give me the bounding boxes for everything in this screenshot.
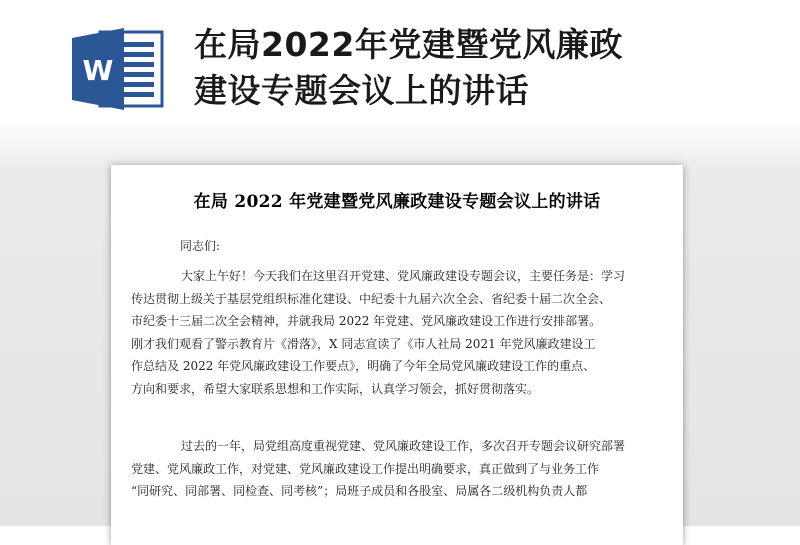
text-line: 作总结及 2022 年党风廉政建设工作要点》，明确了今年全局党风廉政建设工作的重点、: [131, 359, 596, 373]
salutation: 同志们:: [180, 239, 221, 253]
text-line: 过去的一年，局党组高度重视党建、党风廉政建设工作，多次召开专题会议研究部署: [181, 439, 626, 453]
word-document-icon: [72, 28, 164, 110]
text-line: 方向和要求，希望大家联系思想和工作实际，认真学习领会，抓好贯彻落实。: [131, 381, 540, 396]
header-title-line: 在局2022年党建暨党风廉政: [194, 25, 623, 64]
text-line: 市纪委十三届二次全会精神，并就我局 2022 年党建、党风廉政建设工作进行安排部署。: [131, 314, 602, 328]
text-line: 党建、党风廉政工作，对党建、党风廉政建设工作提出明确要求，真正做到了与业务工作: [131, 461, 600, 476]
text-line: 刚才我们观看了警示教育片《滑落》，X 同志宣读了《市人社局 2021 年党风廉政建设工: [131, 336, 596, 351]
document-page: [111, 165, 683, 545]
header-title-line: 建设专题会议上的讲话: [194, 71, 529, 110]
text-line: “同研究、同部署、同检查、同考核”；局班子成员和各股室、局属各二级机构负责人都: [131, 484, 588, 498]
paragraph-2: [131, 435, 667, 503]
header: [0, 0, 800, 140]
document-title: 在局 2022 年党建暨党风廉政建设专题会议上的讲话: [193, 192, 601, 212]
paragraph-1: [131, 265, 667, 400]
word-icon-letter: W: [82, 54, 114, 87]
header-title: [194, 22, 754, 114]
salutation-paragraph: [131, 235, 667, 258]
text-line: 传达贯彻上级关于基层党组织标准化建设、中纪委十九届六次全会、省纪委十届二次全会、: [131, 291, 612, 306]
text-line: 大家上午好！今天我们在这里召开党建、党风廉政建设专题会议，主要任务是：学习: [181, 269, 626, 283]
